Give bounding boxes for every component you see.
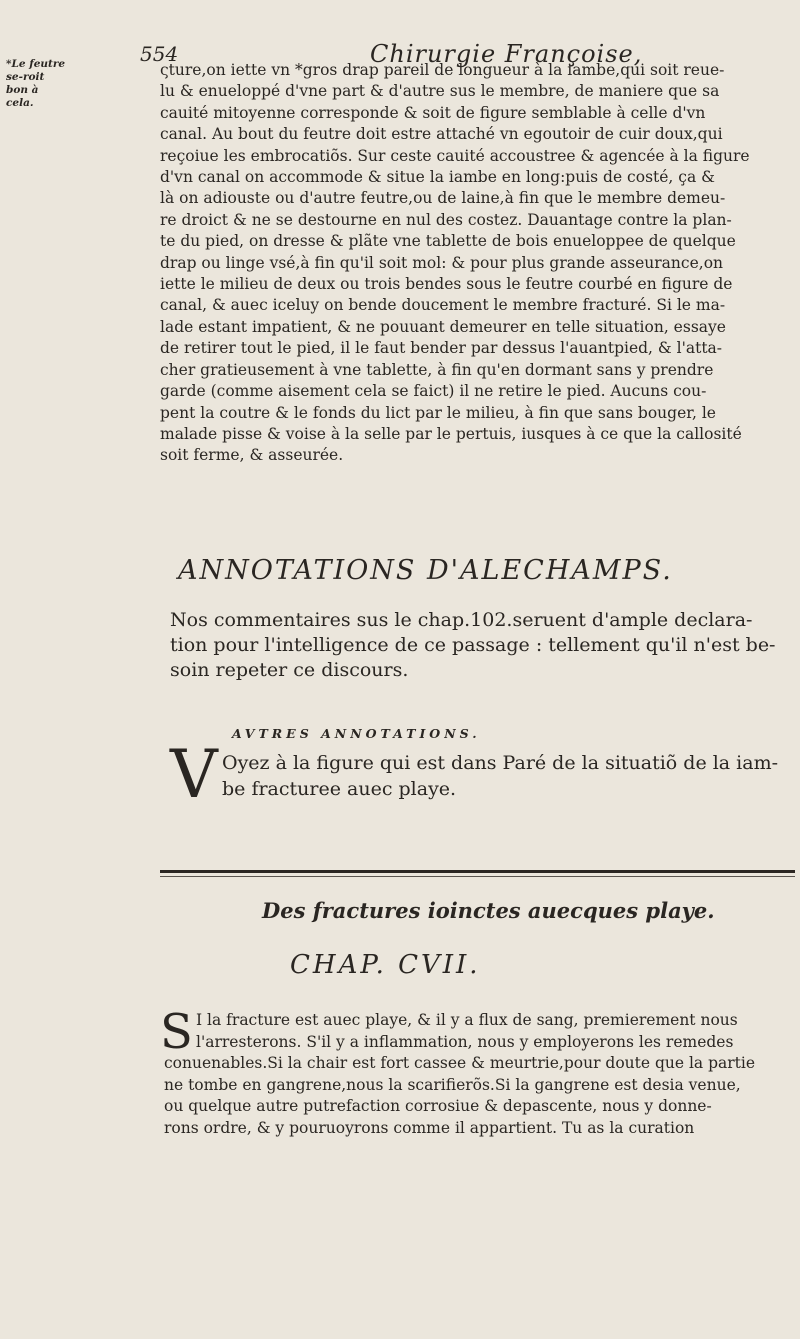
- text-line: ne tombe en gangrene,nous la scarifierõs.Si la gangrene est desia venue,: [164, 1075, 741, 1094]
- text-line: garde (comme aisement cela se faict) il ne retire le pied. Aucuns cou-: [160, 382, 707, 401]
- text-line: reçoiue les embrocatiõs. Sur ceste cauité accoustree & agencée à la figure: [160, 146, 750, 165]
- text-line: d'vn canal on accommode & situe la iambe en long:puis de costé, ça &: [160, 168, 715, 187]
- text-line: malade pisse & voise à la selle par le pertuis, iusques à ce que la callosité: [160, 424, 742, 443]
- section-heading-other-annotations: AVTRES ANNOTATIONS.: [232, 726, 481, 741]
- other-annotation-paragraph: [222, 750, 792, 802]
- text-line: iette le milieu de deux ou trois bendes sous le feutre courbé en figure de: [160, 275, 733, 294]
- text-line: Nos commentaires sus le chap.102.seruent d'ample declara-: [170, 609, 753, 631]
- text-line: conuenables.Si la chair est fort cassee & meurtrie,pour doute que la partie: [164, 1054, 756, 1072]
- annotation-paragraph: [170, 608, 798, 683]
- text-line: cauité mitoyenne corresponde & soit de figure semblable à celle d'vn: [160, 103, 706, 122]
- text-line: rons ordre, & y pouruoyrons comme il appartient. Tu as la curation: [164, 1118, 695, 1137]
- drop-cap: S: [160, 1004, 193, 1060]
- ornamental-rule: [160, 870, 795, 873]
- text-line: tion pour l'intelligence de ce passage : tellement qu'il n'est be-: [170, 634, 776, 656]
- text-line: de retirer tout le pied, il le faut bender par dessus l'auantpied, & l'atta-: [160, 339, 723, 358]
- text-line: ςture,on iette vn *gros drap pareil de longueur à la iambe,qui soit reue-: [160, 61, 725, 79]
- text-line: be fracturee auec playe.: [222, 778, 457, 800]
- text-line: te du pied, on dresse & plãte vne tablette de bois enueloppee de quelque: [160, 232, 736, 251]
- text-line: pent la coutre & le fonds du lict par le milieu, à fin que sans bouger, le: [160, 403, 716, 422]
- chapter-number: CHAP. CVII.: [290, 950, 481, 980]
- text-line: là on adiouste ou d'autre feutre,ou de laine,à fin que le membre demeu-: [160, 189, 726, 208]
- text-line: soin repeter ce discours.: [170, 659, 409, 681]
- text-line: ou quelque autre putrefaction corrosiue & depascente, nous y donne-: [164, 1097, 712, 1115]
- drop-cap: V: [170, 736, 218, 813]
- text-line: I la fracture est auec playe, & il y a flux de sang, premierement nous: [196, 1011, 738, 1029]
- main-paragraph: [160, 60, 792, 467]
- chapter-title: Des fractures ioinctes auecques playe.: [262, 898, 715, 923]
- chapter-paragraph: [164, 1010, 794, 1139]
- running-title: Chirurgie Françoise,: [370, 40, 643, 68]
- text-line: l'arresterons. S'il y a inflammation, nous y employerons les remedes: [196, 1032, 734, 1051]
- text-line: Oyez à la figure qui est dans Paré de la situatiõ de la iam-: [222, 752, 779, 774]
- text-line: cher gratieusement à vne tablette, à fin qu'en dormant sans y prendre: [160, 360, 714, 379]
- text-line: drap ou linge vsé,à fin qu'il soit mol: & pour plus grande asseurance,on: [160, 253, 724, 272]
- section-heading-annotations: ANNOTATIONS D'ALECHAMPS.: [178, 555, 673, 586]
- text-line: soit ferme, & asseurée.: [160, 446, 344, 465]
- page-number: 554: [140, 42, 179, 66]
- text-line: lade estant impatient, & ne pouuant demeurer en telle situation, essaye: [160, 317, 726, 336]
- text-line: lu & enueloppé d'vne part & d'autre sus le membre, de maniere que sa: [160, 82, 720, 101]
- ornamental-rule-thin: [160, 876, 795, 877]
- marginal-note: *Le feutre se-roit bon à cela.: [6, 58, 66, 109]
- text-line: re droict & ne se destourne en nul des costez. Dauantage contre la plan-: [160, 210, 732, 229]
- text-line: canal, & auec iceluy on bende doucement le membre fracturé. Si le ma-: [160, 296, 726, 315]
- text-line: canal. Au bout du feutre doit estre attaché vn egoutoir de cuir doux,qui: [160, 125, 723, 144]
